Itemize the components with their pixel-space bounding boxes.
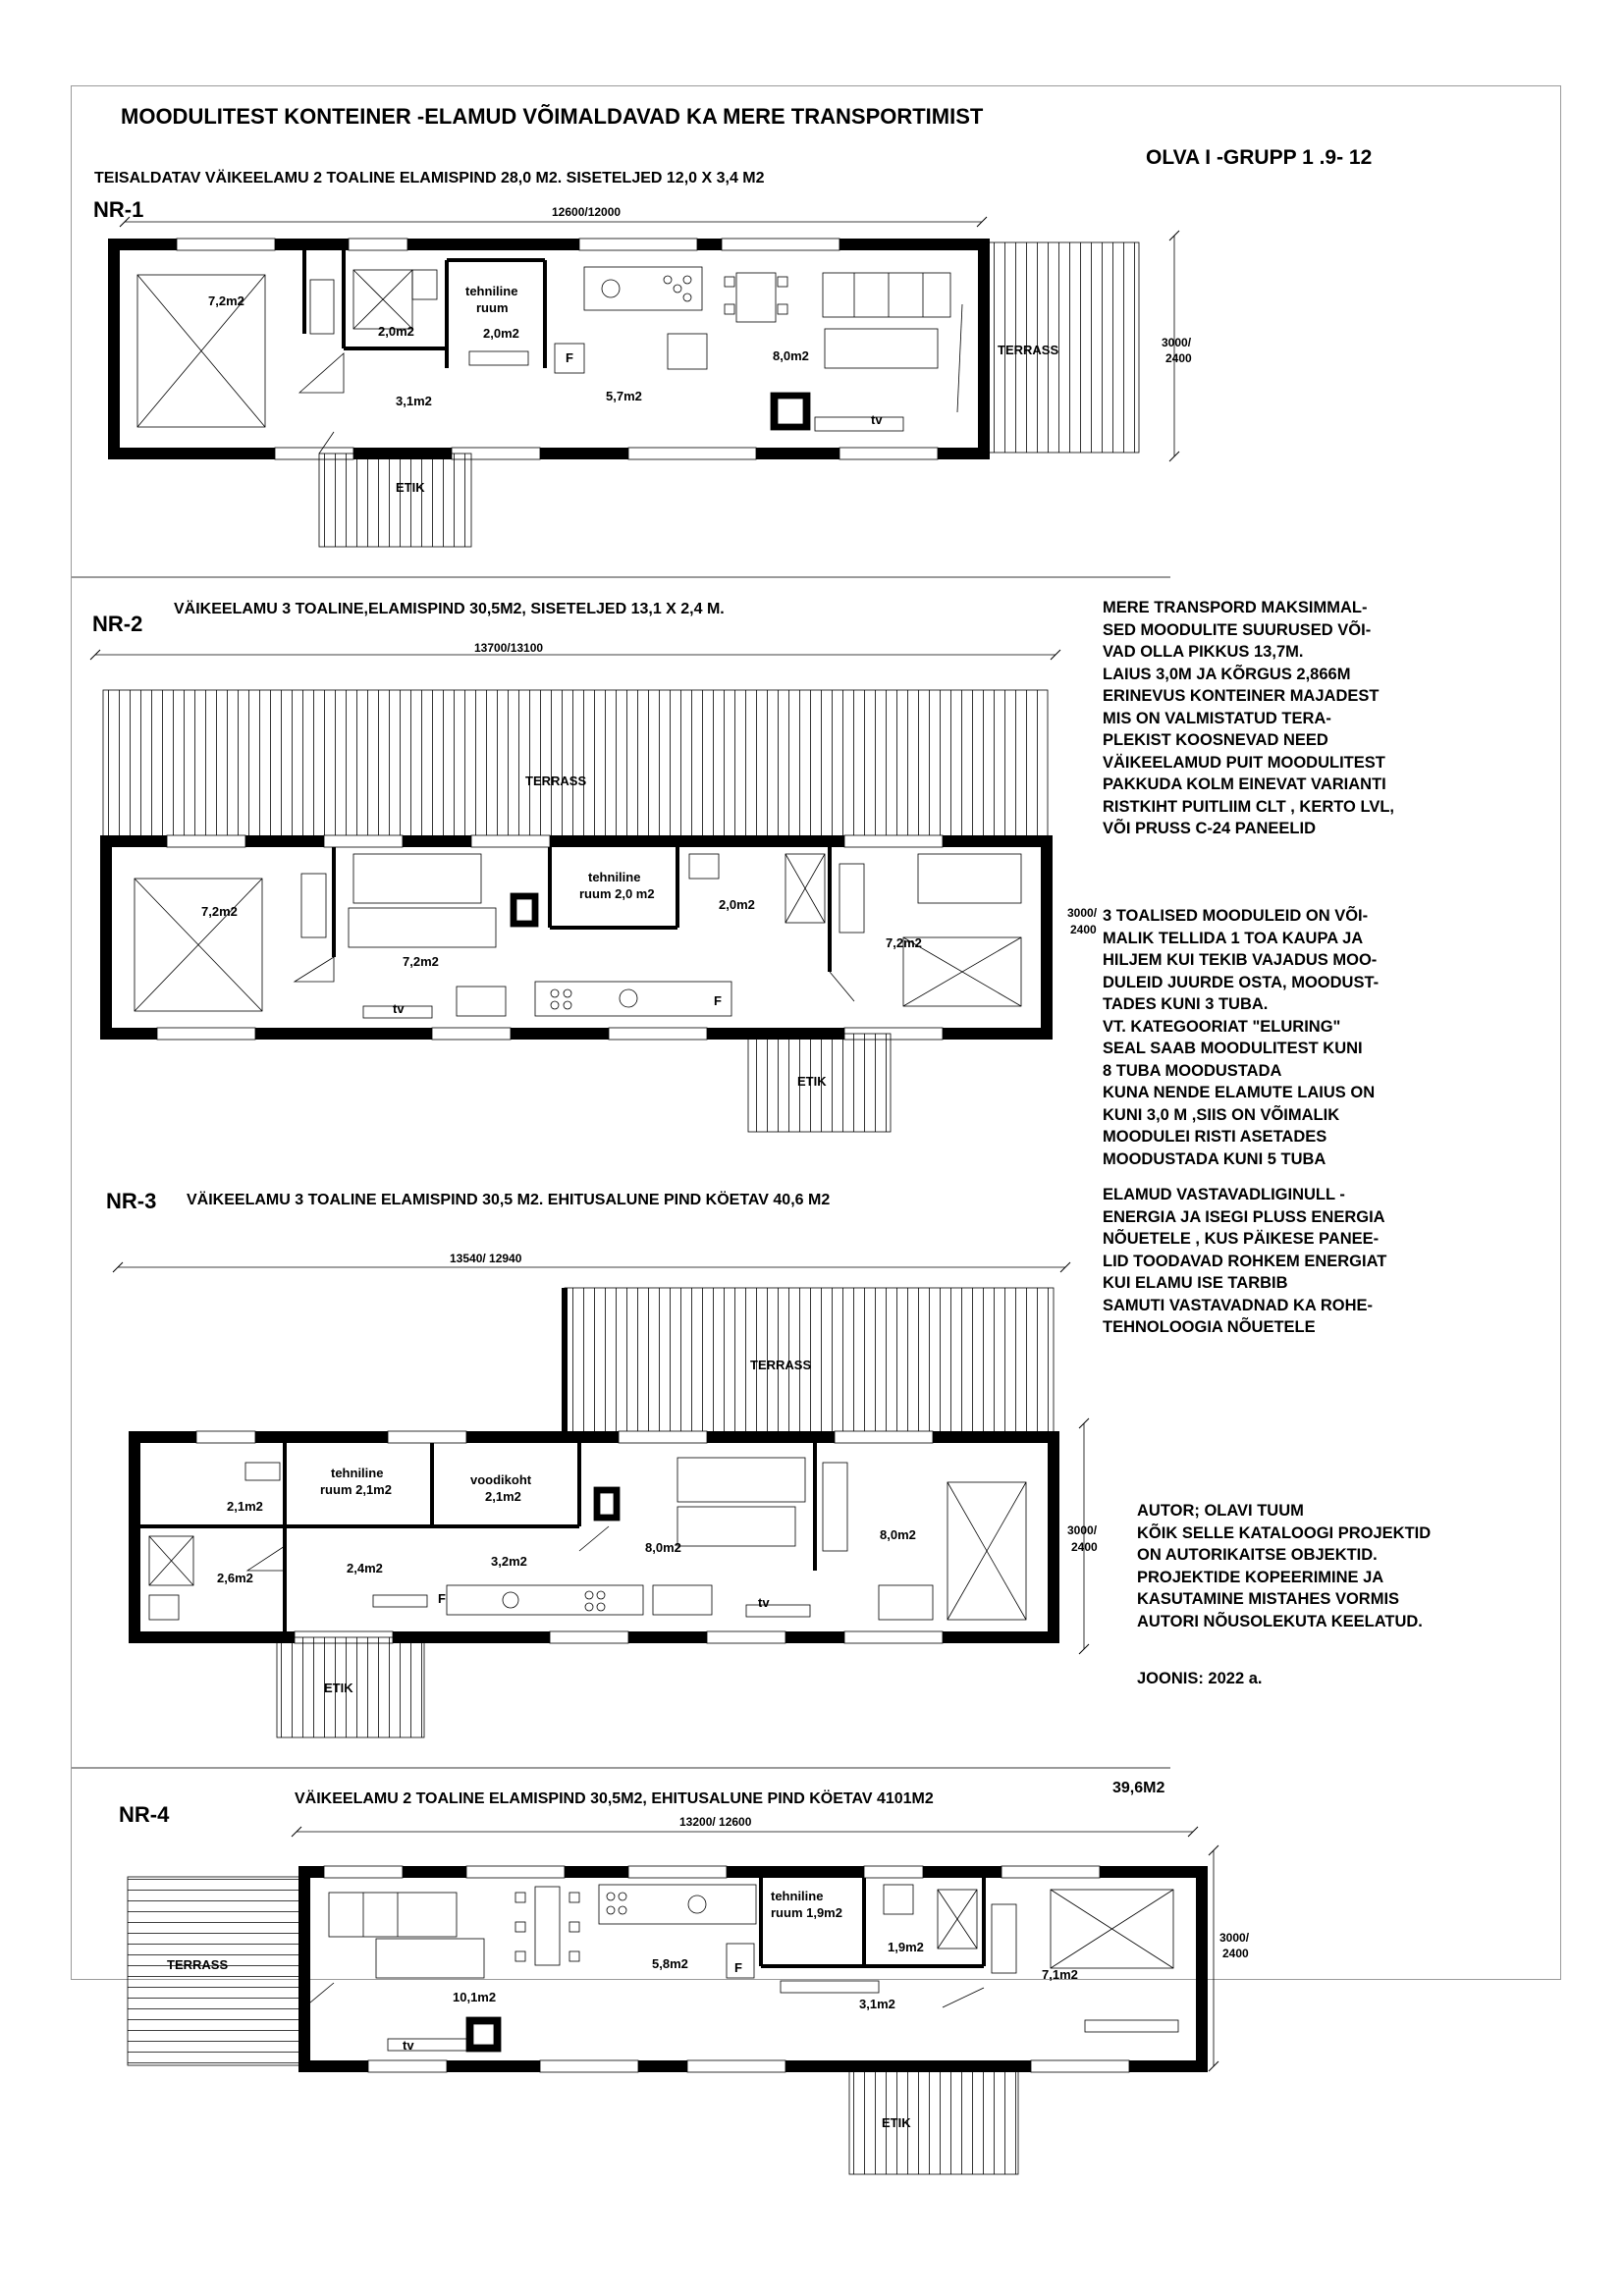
plan-nr3-room-tech-label: tehniline xyxy=(331,1466,384,1480)
note-line: 8 TUBA MOODUSTADA xyxy=(1103,1061,1282,1080)
plan-nr2-room-bedroom-2: 7,2m2 xyxy=(886,935,922,950)
plan-nr1-description: TEISALDATAV VÄIKEELAMU 2 TOALINE ELAMISPIND 28,0 M2. SISETELJED 12,0 X 3,4 M2 xyxy=(94,170,765,187)
plan-nr4-steps-label: ETIK xyxy=(882,2115,911,2130)
plan-nr3-length-dim: 13540/ 12940 xyxy=(450,1252,522,1265)
plan-nr2-room-tech: ruum 2,0 m2 xyxy=(579,886,655,901)
plan-nr2-width-dim-2: 2400 xyxy=(1070,923,1097,936)
note-line: MIS ON VALMISTATUD TERA- xyxy=(1103,709,1331,727)
plan-nr1-tv-label: tv xyxy=(871,412,883,427)
note-line: ERINEVUS KONTEINER MAJADEST xyxy=(1103,687,1380,705)
note-line: KÕIK SELLE KATALOOGI PROJEKTID xyxy=(1137,1523,1432,1542)
plan-nr3-room-wc: 2,1m2 xyxy=(227,1499,263,1514)
plan-nr4-room-tech: ruum 1,9m2 xyxy=(771,1905,842,1920)
plan-nr1-width-dim-2: 2400 xyxy=(1165,351,1192,365)
note-line: LAIUS 3,0M JA KÕRGUS 2,866M xyxy=(1103,665,1351,683)
plan-nr4-room-living: 10,1m2 xyxy=(453,1990,497,2004)
note-line: SED MOODULITE SUURUSED VÕI- xyxy=(1103,620,1372,639)
note-line: VÕI PRUSS C-24 PANEELID xyxy=(1103,820,1316,837)
note-line: MOODULEI RISTI ASETADES xyxy=(1103,1128,1327,1146)
note-line: AUTORI NÕUSOLEKUTA KEELATUD. xyxy=(1137,1612,1423,1630)
plan-nr3-room-tech: ruum 2,1m2 xyxy=(320,1482,392,1497)
plan-nr3-fridge-label: F xyxy=(438,1591,446,1606)
note-line: SAMUTI VASTAVADNAD KA ROHE- xyxy=(1103,1296,1373,1314)
plan-nr1-room-bath: 2,0m2 xyxy=(378,324,414,339)
group-label: OLVA I -GRUPP 1 .9- 12 xyxy=(1146,146,1373,169)
note-line: TEHNOLOOGIA NÕUETELE xyxy=(1103,1318,1316,1336)
plan-nr1-windows xyxy=(177,239,938,459)
note-transport xyxy=(1103,597,1394,840)
note-line: KUI ELAMU ISE TARBIB xyxy=(1103,1274,1288,1292)
plan-nr2-steps-label: ETIK xyxy=(797,1074,827,1089)
plan-nr1-id: NR-1 xyxy=(93,197,144,222)
plan-nr3-room-hall: 2,4m2 xyxy=(347,1561,383,1575)
note-line: MERE TRANSPORD MAKSIMMAL- xyxy=(1103,599,1368,616)
plan-nr1-width-dim-1: 3000/ xyxy=(1162,336,1192,349)
note-line: HILJEM KUI TEKIB VAJADUS MOO- xyxy=(1103,951,1378,969)
note-line: PROJEKTIDE KOPEERIMINE JA xyxy=(1137,1568,1384,1586)
plan-nr1-fridge-label: F xyxy=(566,350,573,365)
plan-nr1-terrace-label: TERRASS xyxy=(998,343,1059,357)
plan-nr1-fixtures xyxy=(299,267,962,454)
plan-nr2-terrace-label: TERRASS xyxy=(525,774,587,788)
note-line: SEAL SAAB MOODULITEST KUNI xyxy=(1103,1040,1363,1057)
note-energy xyxy=(1103,1184,1386,1339)
note-line: PAKKUDA KOLM EINEVAT VARIANTI xyxy=(1103,775,1386,793)
note-line: MOODUSTADA KUNI 5 TUBA xyxy=(1103,1149,1326,1168)
plan-nr3-room-bedroom: 8,0m2 xyxy=(880,1527,916,1542)
plan-nr2 xyxy=(90,650,1060,1132)
plan-nr4-length-dim: 13200/ 12600 xyxy=(679,1815,752,1829)
plan-nr2-room-tech-label: tehniline xyxy=(588,870,641,884)
note-author xyxy=(1137,1500,1431,1632)
plan-nr4-fridge-label: F xyxy=(734,1960,742,1975)
plan-nr2-description: VÄIKEELAMU 3 TOALINE,ELAMISPIND 30,5M2, SISETELJED 13,1 X 2,4 M. xyxy=(174,601,725,617)
drawing-year: JOONIS: 2022 a. xyxy=(1137,1670,1263,1687)
plan-nr3-width-dim-2: 2400 xyxy=(1071,1540,1098,1554)
plan-nr4-description: VÄIKEELAMU 2 TOALINE ELAMISPIND 30,5M2, EHITUSALUNE PIND KÖETAV 4101M2 xyxy=(295,1790,934,1807)
plan-nr1-room-bedroom: 7,2m2 xyxy=(208,294,244,308)
plan-nr2-terrace xyxy=(103,690,1048,837)
plan-nr4-steps xyxy=(849,2066,1018,2174)
plan-nr4-room-bath: 1,9m2 xyxy=(888,1940,924,1954)
plan-nr3-id: NR-3 xyxy=(106,1189,157,1213)
plan-nr2-tv-label: tv xyxy=(393,1001,405,1016)
plan-nr2-length-dim: 13700/13100 xyxy=(474,641,544,655)
note-line: TADES KUNI 3 TUBA. xyxy=(1103,995,1269,1013)
plan-nr1-room-tech: 2,0m2 xyxy=(483,326,519,341)
note-line: AUTOR; OLAVI TUUM xyxy=(1137,1502,1304,1520)
note-line: VT. KATEGOORIAT "ELURING" xyxy=(1103,1017,1341,1036)
plan-nr2-width-dim-1: 3000/ xyxy=(1067,906,1098,920)
plan-nr4-id: NR-4 xyxy=(119,1802,170,1827)
plan-nr3-description: VÄIKEELAMU 3 TOALINE ELAMISPIND 30,5 M2. EHITUSALUNE PIND KÖETAV 40,6 M2 xyxy=(187,1192,831,1208)
plan-nr1-outer-walls xyxy=(114,244,984,454)
note-line: VÄIKEELAMUD PUIT MOODULITEST xyxy=(1103,753,1385,772)
plan-nr4-width-dim-2: 2400 xyxy=(1222,1947,1249,1960)
plan-nr4-terrace-label: TERRASS xyxy=(167,1957,229,1972)
plan-nr1-steps xyxy=(319,454,471,547)
plan-nr3-room-sleep-label: voodikoht xyxy=(470,1472,532,1487)
plan-nr3-terrace-label: TERRASS xyxy=(750,1358,812,1372)
note-line: ENERGIA JA ISEGI PLUSS ENERGIA xyxy=(1103,1207,1385,1226)
plan-nr2-fridge-label: F xyxy=(714,993,722,1008)
note-line: DULEID JUURDE OSTA, MOODUST- xyxy=(1103,973,1380,991)
note-line: 3 TOALISED MOODULEID ON VÕI- xyxy=(1103,907,1369,925)
plan-nr1-room-living: 8,0m2 xyxy=(773,348,809,363)
sheet-title: MOODULITEST KONTEINER -ELAMUD VÕIMALDAVAD KA MERE TRANSPORTIMIST xyxy=(121,104,984,129)
note-line: LID TOODAVAD ROHKEM ENERGIAT xyxy=(1103,1252,1387,1270)
plan-nr4-extra-area: 39,6M2 xyxy=(1112,1780,1165,1796)
plan-nr4-tv-label: tv xyxy=(403,2038,414,2053)
note-line: PLEKIST KOOSNEVAD NEED xyxy=(1103,731,1328,749)
plan-nr1-interior-walls xyxy=(304,250,545,368)
plan-nr1-room-hall: 3,1m2 xyxy=(396,394,432,408)
note-line: VAD OLLA PIKKUS 13,7M. xyxy=(1103,643,1304,661)
plan-nr1-room-tech-label-2: ruum xyxy=(476,300,509,315)
plan-nr4-width-dim-1: 3000/ xyxy=(1219,1931,1250,1945)
plan-nr3-room-bath: 2,6m2 xyxy=(217,1571,253,1585)
note-line: RISTKIHT PUITLIIM CLT , KERTO LVL, xyxy=(1103,797,1394,816)
plan-nr2-room-living: 7,2m2 xyxy=(403,954,439,969)
plan-nr2-id: NR-2 xyxy=(92,612,143,636)
plan-nr1-room-tech-label-1: tehniline xyxy=(465,284,518,298)
plan-nr1-steps-label: ETIK xyxy=(396,480,425,495)
note-line: KASUTAMINE MISTAHES VORMIS xyxy=(1137,1590,1400,1608)
plan-nr3-width-dim-1: 3000/ xyxy=(1067,1523,1098,1537)
plan-nr3-room-living: 8,0m2 xyxy=(645,1540,681,1555)
plan-nr3-steps-label: ETIK xyxy=(324,1681,353,1695)
plan-nr3-room-sleep: 2,1m2 xyxy=(485,1489,521,1504)
plan-nr4-room-kitchen: 5,8m2 xyxy=(652,1956,688,1971)
plan-nr4-room-tech-label: tehniline xyxy=(771,1889,824,1903)
plan-nr2-room-bath: 2,0m2 xyxy=(719,897,755,912)
note-line: NÕUETELE , KUS PÄIKESE PANEE- xyxy=(1103,1230,1380,1248)
plan-nr4-room-hall: 3,1m2 xyxy=(859,1997,895,2011)
note-line: ON AUTORIKAITSE OBJEKTID. xyxy=(1137,1546,1378,1564)
note-line: KUNI 3,0 M ,SIIS ON VÕIMALIK xyxy=(1103,1105,1340,1124)
note-modules xyxy=(1103,905,1379,1170)
plan-nr1-length-dim: 12600/12000 xyxy=(552,205,622,219)
plan-nr2-room-bedroom-1: 7,2m2 xyxy=(201,904,238,919)
note-line: KUNA NENDE ELAMUTE LAIUS ON xyxy=(1103,1084,1376,1101)
plan-nr3-room-kitchen: 3,2m2 xyxy=(491,1554,527,1569)
plan-nr3-tv-label: tv xyxy=(758,1595,770,1610)
plan-nr1 xyxy=(114,217,1179,547)
plan-nr4-room-bedroom: 7,1m2 xyxy=(1042,1967,1078,1982)
note-line: ELAMUD VASTAVADLIGINULL - xyxy=(1103,1186,1345,1203)
note-line: MALIK TELLIDA 1 TOA KAUPA JA xyxy=(1103,929,1364,947)
plan-nr1-room-kitchen: 5,7m2 xyxy=(606,389,642,403)
plan-nr4 xyxy=(128,1827,1218,2174)
